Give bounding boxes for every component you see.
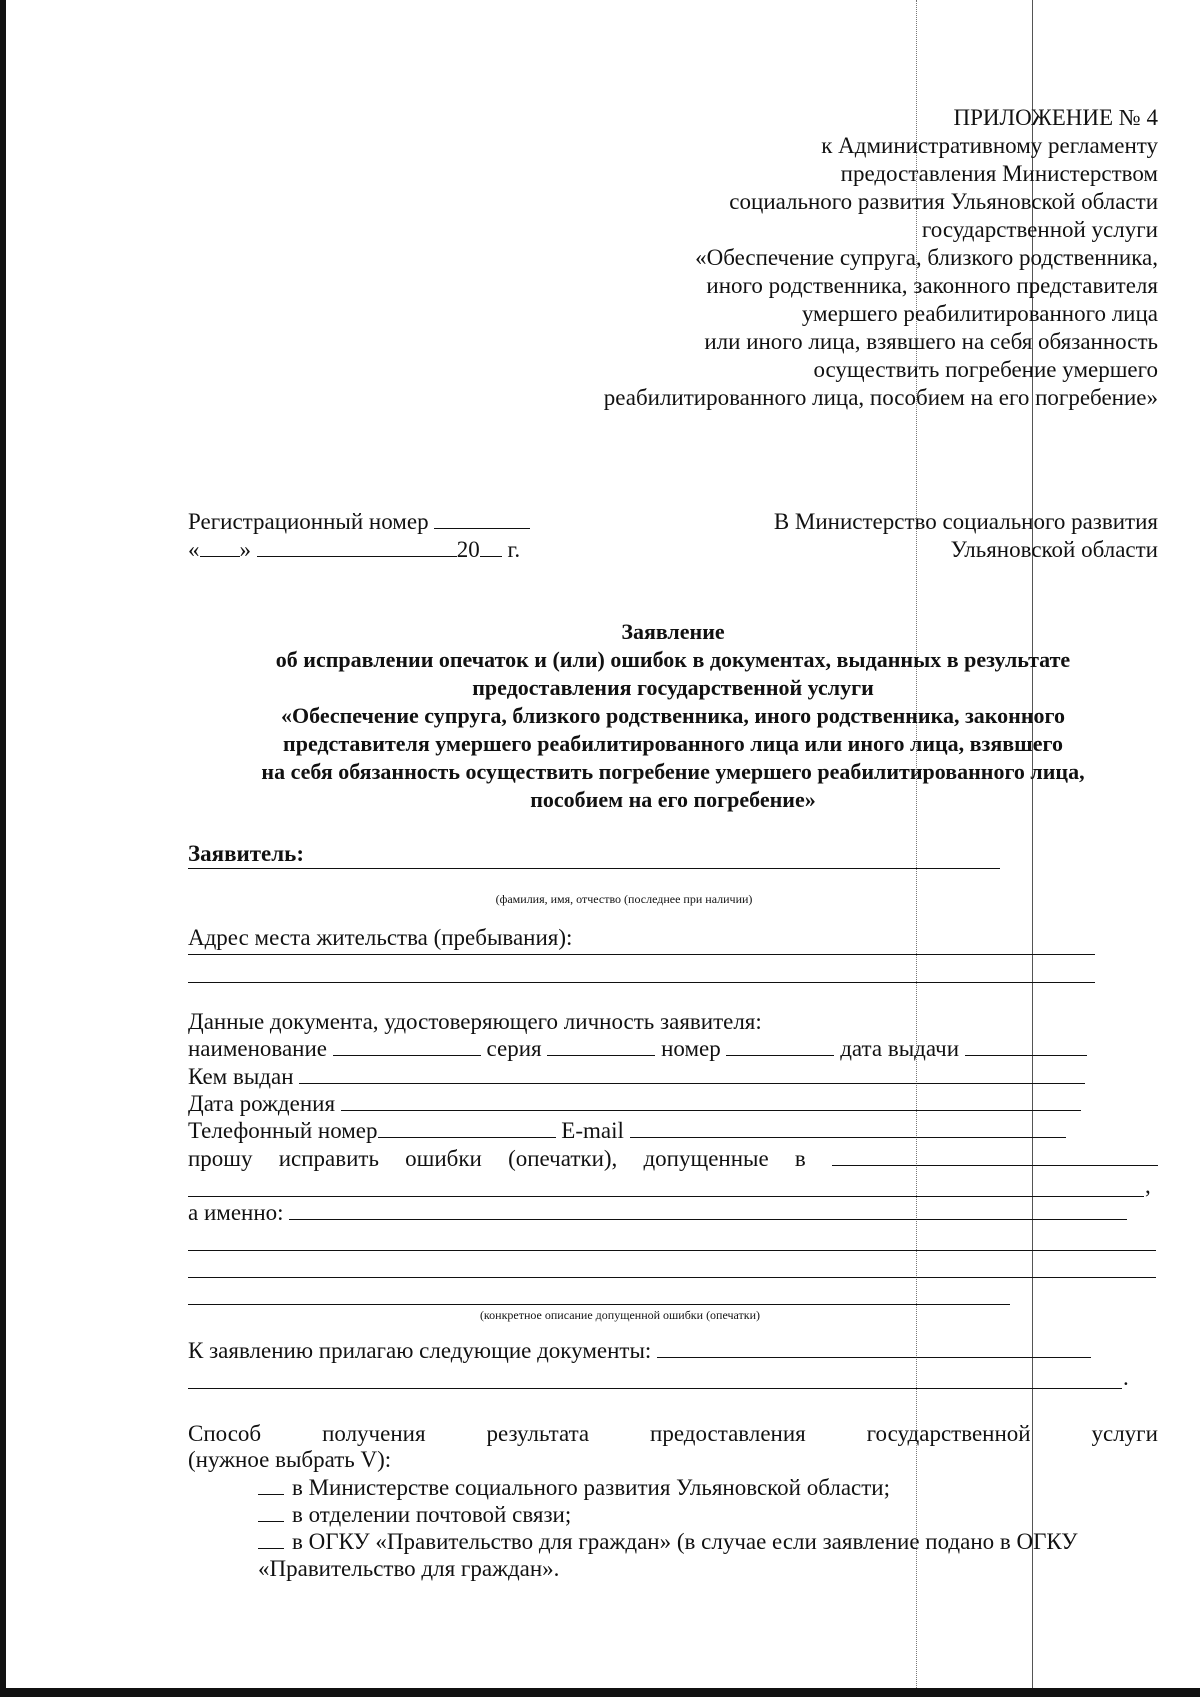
year-suffix: г. [507,537,521,562]
option-post-office [258,1501,1158,1529]
document-with-error-field[interactable] [832,1145,1158,1166]
option-ogku-continuation: «Правительство для граждан». [258,1556,560,1581]
title-line: «Обеспечение супруга, близкого родственника, иного родственника, законного [281,703,1065,728]
appendix-line: реабилитированного лица, пособием на его погребение» [603,385,1158,410]
issued-by-label: Кем выдан [188,1064,294,1089]
addressee-line: Ульяновской области [950,537,1158,562]
address-field-line-2[interactable] [188,982,1095,983]
document-with-error-field-line-2[interactable] [188,1196,1144,1197]
option-ogku-label: в ОГКУ «Правительство для граждан» (в случае если заявление подано в ОГКУ [292,1529,1078,1554]
method-hint: (нужное выбрать V): [188,1447,392,1472]
email-field[interactable] [630,1117,1066,1138]
doc-number-label: номер [661,1036,721,1061]
attachments-field-line-2[interactable] [188,1388,1122,1389]
error-description-field-line-4[interactable] [188,1304,1010,1305]
request-row [188,1145,1158,1173]
appendix-line: или иного лица, взявшего на себя обязанность [704,329,1158,354]
request-word: (опечатки), [508,1146,618,1171]
registration-number-field[interactable] [434,508,530,529]
appendix-line: ПРИЛОЖЕНИЕ № 4 [953,105,1158,130]
method-word: государственной [866,1421,1031,1446]
option-ogku [258,1528,1158,1556]
birth-date-row [188,1090,1081,1118]
option-ministry-checkbox[interactable] [258,1476,284,1495]
attachments-label: К заявлению прилагаю следующие документы: [188,1338,652,1363]
date-month-field[interactable] [257,536,457,557]
address-label: Адрес места жительства (пребывания): [188,925,573,950]
applicant-label: Заявитель: [188,841,304,866]
appendix-header [458,104,1158,412]
appendix-line: социального развития Ульяновской области [729,189,1158,214]
option-ogku-checkbox[interactable] [258,1530,284,1549]
request-word: в [794,1146,806,1171]
appendix-line: осуществить погребение умершего [813,357,1158,382]
doc-issue-date-label: дата выдачи [840,1036,960,1061]
doc-series-label: серия [486,1036,542,1061]
doc-name-field[interactable] [333,1035,481,1056]
title-line: на себя обязанность осуществить погребение умершего реабилитированного лица, [261,759,1085,784]
method-word: Способ [188,1421,262,1446]
fio-caption: (фамилия, имя, отчество (последнее при наличии) [495,892,753,906]
address-field-line-1[interactable] [188,954,1095,955]
doc-number-field[interactable] [726,1035,834,1056]
appendix-line: умершего реабилитированного лица [801,301,1158,326]
id-doc-row [188,1035,1087,1063]
request-word: исправить [278,1146,379,1171]
method-word: результата [486,1421,590,1446]
appendix-line: к Административному регламенту [821,133,1158,158]
attachments-row [188,1337,1091,1365]
doc-name-label: наименование [188,1036,327,1061]
trailing-period: . [1123,1365,1129,1390]
birth-date-label: Дата рождения [188,1091,336,1116]
phone-label: Телефонный номер [188,1118,378,1143]
email-label: E-mail [561,1118,624,1143]
issued-by-row [188,1063,1085,1091]
option-post-office-label: в отделении почтовой связи; [292,1502,572,1527]
namely-label: а именно: [188,1200,284,1225]
issued-by-field[interactable] [299,1063,1085,1084]
option-post-office-checkbox[interactable] [258,1503,284,1522]
scan-bottom-border [0,1688,1200,1697]
document-title [188,618,1158,814]
request-word: допущенные [643,1146,769,1171]
method-row [188,1420,1158,1448]
appendix-line: предоставления Министерством [840,161,1158,186]
appendix-line: государственной услуги [921,217,1158,242]
contacts-row [188,1117,1066,1145]
date-year-field[interactable] [480,536,502,557]
appendix-line: иного родственника, законного представителя [706,273,1158,298]
namely-row [188,1199,1127,1227]
doc-issue-date-field[interactable] [965,1035,1087,1056]
title-line: представителя умершего реабилитированного лица или иного лица, взявшего [283,731,1063,756]
addressee-block [708,508,1158,564]
title-line: предоставления государственной услуги [472,675,874,700]
scan-left-border [0,0,6,1688]
method-word: предоставления [650,1421,806,1446]
addressee-line: В Министерство социального развития [773,509,1158,534]
id-doc-label: Данные документа, удостоверяющего личность заявителя: [188,1009,762,1034]
title-line: об исправлении опечаток и (или) ошибок в документах, выданных в результате [275,647,1071,672]
appendix-line: «Обеспечение супруга, близкого родственника, [695,245,1158,270]
applicant-fio-field[interactable] [188,868,1000,869]
phone-field[interactable] [378,1117,556,1138]
date-close-quote: » [239,537,251,562]
error-caption: (конкретное описание допущенной ошибки (опечатки) [479,1308,761,1322]
date-day-field[interactable] [200,536,240,557]
method-word: услуги [1091,1421,1158,1446]
option-ministry-label: в Министерстве социального развития Ульяновской области; [292,1475,890,1500]
error-description-field[interactable] [289,1199,1127,1220]
error-description-field-line-2[interactable] [188,1250,1156,1251]
birth-date-field[interactable] [341,1090,1081,1111]
title-line: Заявление [621,619,725,644]
request-word: прошу [188,1146,253,1171]
trailing-comma: , [1145,1173,1151,1198]
request-word: ошибки [405,1146,482,1171]
registration-block [188,508,588,564]
date-open-quote: « [188,537,200,562]
year-prefix: 20 [456,537,480,562]
error-description-field-line-3[interactable] [188,1277,1156,1278]
title-line: пособием на его погребение» [530,787,816,812]
doc-series-field[interactable] [547,1035,655,1056]
method-word: получения [322,1421,426,1446]
registration-number-label: Регистрационный номер [188,509,429,534]
attachments-field[interactable] [657,1337,1091,1358]
option-ministry [258,1474,1158,1502]
